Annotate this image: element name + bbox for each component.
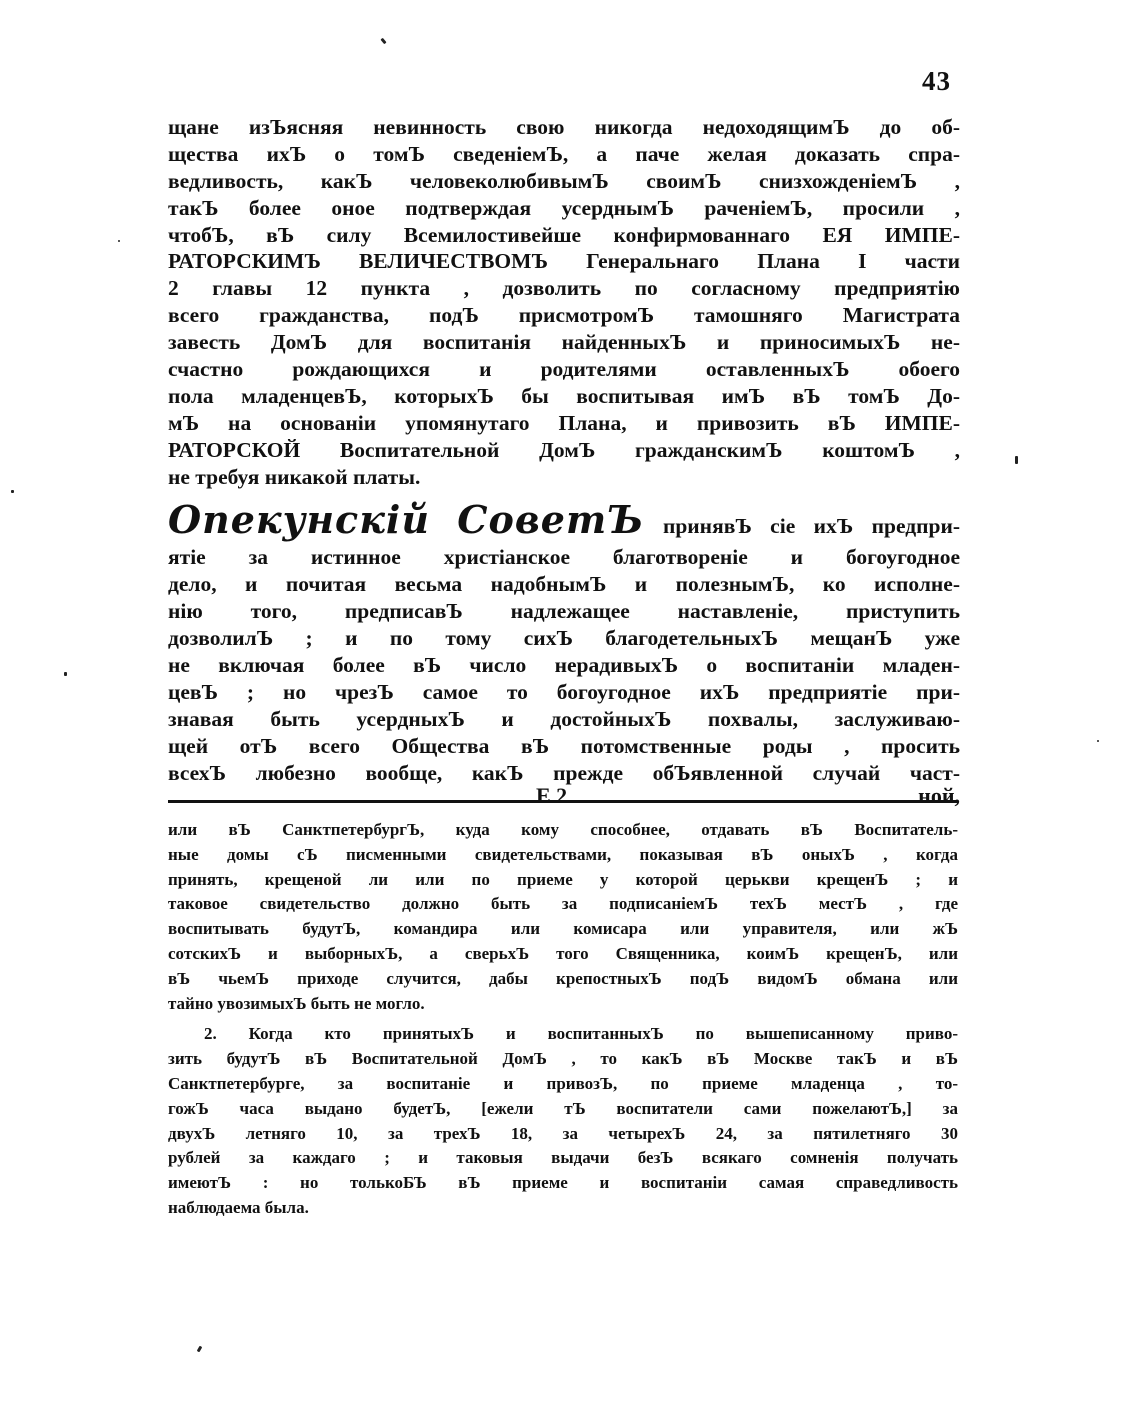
text-line: всехЪ любезно вообще, какЪ прежде обЪявленной случай част- [168,760,960,785]
text-line: цевЪ ; но чрезЪ самое то богоугодное ихЪ предприятiе при- [168,679,960,704]
text-line: пола младенцевЪ, которыхЪ бы воспитывая имЪ вЪ томЪ До- [168,383,960,408]
footnote-line: таковое свидетельство должно быть за подписанiемЪ техЪ местЪ , где [168,894,958,914]
main-text [168,114,960,810]
footnote-line: двухЪ летняго 10, за трехЪ 18, за четырехЪ 24, за пятилетняго 30 [168,1123,958,1143]
text-line: всего гражданства, подЪ присмотромЪ тамошняго Магистрата [168,303,960,328]
text-line: такЪ более оное подтверждая усерднымЪ раченiемЪ, просили , [168,195,960,220]
footnote-line: вЪ чьемЪ приходе случится, дабы крепостныхЪ подЪ видомЪ обмана или [168,968,958,988]
heading-continuation: принявЪ сiе ихЪ предпри- [662,514,961,539]
section-heading: Опекунскiй СоветЪ [168,497,645,543]
footnote-line: рублей за каждаго ; и таковыя выдачи безЪ всякаго сомненiя получать [168,1148,958,1168]
scan-speck [64,672,67,676]
text-line: щества ихЪ о томЪ сведенiемЪ, а паче желая доказать спра- [168,141,960,166]
footnote-line: воспитывать будутЪ, командира или комисара или управителя, или жЪ [168,919,958,939]
footnote-line: сотскихЪ и выборныхЪ, а сверьхЪ того Священника, коимЪ крещенЪ, или [168,943,958,963]
text-line: чтобЪ, вЪ силу Всемилостивейше конфирмованнаго ЕЯ ИМПЕ- [168,222,960,247]
footnote-line: зить будутЪ вЪ Воспитательной ДомЪ , то какЪ вЪ Москве такЪ и вЪ [168,1049,958,1069]
footnote-rule [168,800,958,803]
footnote-line: принять, крещеной ли или по приеме у которой церькви крещенЪ ; и [168,869,958,889]
printer-signature: Е 2 [536,783,568,809]
page-number: 43 [922,66,951,96]
catchword: ной, [918,783,960,809]
scan-speck [1015,456,1018,464]
text-line: не включая более вЪ число нерадивыхЪ о воспитанiи младен- [168,653,960,678]
text-line: дело, и почитая весьма надобнымЪ и полезнымЪ, ко исполне- [168,572,960,597]
scan-speck [197,1346,203,1353]
text-line: ятiе за истинное христiанское благотворенiе и богоугодное [168,545,960,570]
text-line: не требуя никакой платы. [168,464,421,489]
text-line: щей отЪ всего Общества вЪ потомственные роды , просить [168,733,960,758]
footnote-line: ные домы сЪ писменными свидетельствами, показывая вЪ оныхЪ , когда [168,844,958,864]
text-line: дозволилЪ ; и по тому сихЪ благодетельныхЪ мещанЪ уже [168,626,960,651]
text-line: завесть ДомЪ для воспитанiя найденныхЪ и приносимыхЪ не- [168,330,960,355]
scan-speck [1097,740,1099,742]
footnote-line: наблюдаема была. [168,1197,309,1217]
scan-speck [380,38,386,45]
scan-speck [11,490,14,493]
footnote [168,818,958,1221]
text-line: РАТОРСКИМЪ ВЕЛИЧЕСТВОМЪ Генеральнаго Плана I части [168,249,960,274]
signature-line [168,783,960,810]
text-line: 2 главы 12 пункта , дозволить по согласному предприятiю [168,276,960,301]
text-line: мЪ на основанiи упомянутаго Плана, и привозить вЪ ИМПЕ- [168,410,960,435]
footnote-line: имеютЪ : но толькоБЪ вЪ приеме и воспитанiи самая справедливость [168,1173,958,1193]
footnote-line: тайно увозимыхЪ быть не могло. [168,993,425,1013]
text-line: счастно рождающихся и родителями оставленныхЪ обоего [168,357,960,382]
footnote-line: гожЪ часа выдано будетЪ, [ежели тЪ воспитатели сами пожелаютЪ,] за [168,1098,958,1118]
text-line: нiю того, предписавЪ надлежащее наставленiе, приступить [168,599,960,624]
text-line: ведливость, какЪ человеколюбивымЪ своимЪ снизхожденiемЪ , [168,168,960,193]
footnote-paragraph-2 [168,1022,958,1220]
footnote-line: 2. Когда кто принятыхЪ и воспитанныхЪ по вышеписанному приво- [204,1024,958,1044]
text-line: знавая быть усердныхЪ и достойныхЪ похвалы, заслуживаю- [168,706,960,731]
footnote-line: Санктпетербурге, за воспитанiе и привозЪ, по приеме младенца , то- [168,1073,958,1093]
text-line: РАТОРСКОЙ Воспитательной ДомЪ гражданскимЪ коштомЪ , [168,437,960,462]
text-line: щане изЪясняя невинность свою никогда недоходящимЪ до об- [168,115,960,139]
footnote-line: или вЪ СанктпетербургЪ, куда кому способнее, отдавать вЪ Воспитатель- [168,820,958,839]
heading-line [168,490,960,544]
scan-speck [118,240,120,242]
